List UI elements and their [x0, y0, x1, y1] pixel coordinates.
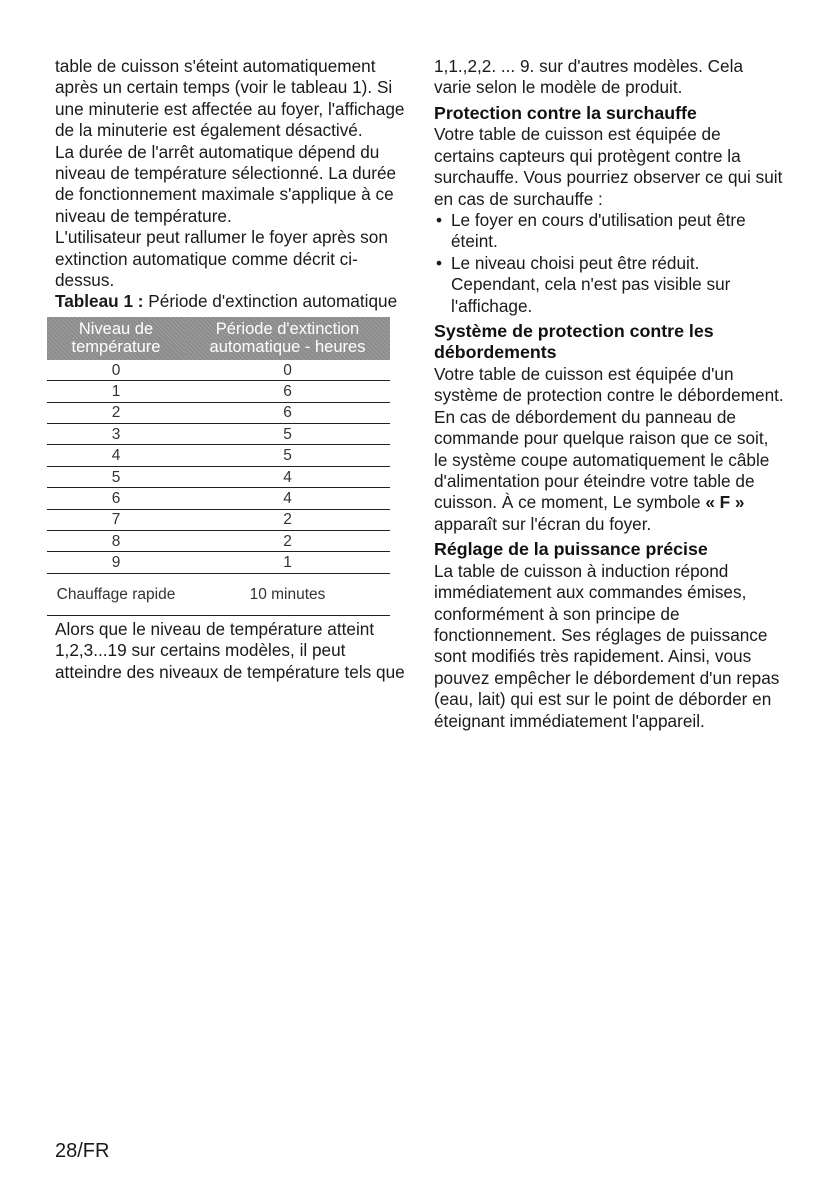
- table-row: [47, 573, 390, 615]
- cell-period: 4: [185, 488, 390, 509]
- table-row: [47, 402, 390, 423]
- header-period: Période d'extinction automatique - heures: [185, 317, 390, 360]
- table-row: [47, 381, 390, 402]
- table-caption-label: Tableau 1 :: [55, 291, 144, 312]
- table-row: [47, 445, 390, 466]
- table-caption-text: Période d'extinction automatique: [143, 291, 398, 312]
- table-caption: [55, 291, 405, 312]
- table-header-row: [47, 317, 390, 360]
- cell-period: 6: [185, 381, 390, 402]
- cell-period: 0: [185, 360, 390, 381]
- paragraph-overheat: Votre table de cuisson est équipée de certains capteurs qui protègent contre la surchauffe. Vous pourriez observer ce qui suit en cas de surchauffe :: [434, 124, 783, 209]
- cell-level: 0: [47, 360, 185, 381]
- cell-level: 2: [47, 402, 185, 423]
- cell-period: 1: [185, 552, 390, 573]
- cell-period: 6: [185, 402, 390, 423]
- cell-level: 1: [47, 381, 185, 402]
- heading-overheat: Protection contre la surchauffe: [434, 102, 697, 123]
- f-symbol: « F »: [705, 492, 745, 513]
- cell-period: 4: [185, 466, 390, 487]
- auto-off-table: [47, 317, 390, 616]
- heading-overflow: Système de protection contre les débordements: [434, 320, 714, 363]
- cell-level: 6: [47, 488, 185, 509]
- cell-level: 4: [47, 445, 185, 466]
- cell-period: 10 minutes: [185, 573, 390, 615]
- overflow-text-end: apparaît sur l'écran du foyer.: [434, 513, 652, 534]
- cell-level: 9: [47, 552, 185, 573]
- cell-level: Chauffage rapide: [47, 573, 185, 615]
- heading-power: Réglage de la puissance précise: [434, 539, 708, 560]
- list-item: • Le foyer en cours d'utilisation peut être éteint.: [434, 210, 784, 253]
- cell-level: 8: [47, 531, 185, 552]
- table-row: [47, 509, 390, 530]
- cell-period: 2: [185, 531, 390, 552]
- header-level: Niveau de température: [47, 317, 185, 360]
- paragraph-power: La table de cuisson à induction répond immédiatement aux commandes émises, conformément à son principe de fonctionnement. Ses réglages de puissance sont modifiés très rapidement. Ainsi, vous pouvez empêcher le débordement d'un repas (eau, lait) qui est sur le point de déborder en éteignant immédiatement l'appareil.: [434, 560, 780, 731]
- paragraph-overflow: [434, 364, 784, 535]
- left-column: [55, 56, 405, 683]
- paragraph-models: 1,1.,2,2. ... 9. sur d'autres modèles. Cela varie selon le modèle de produit.: [434, 56, 743, 98]
- table-row: [47, 424, 390, 445]
- page-number: 28/FR: [55, 1140, 110, 1162]
- overflow-text: Votre table de cuisson est équipée d'un système de protection contre le débordement. En cas de débordement du panneau de commande pour quelque raison que ce soit, le système coupe automatiquement le câble d'alimentation pour éteindre votre table de cuisson. À ce moment, Le symbole: [434, 363, 784, 513]
- cell-level: 5: [47, 466, 185, 487]
- right-column: [434, 56, 784, 732]
- paragraph-levels: Alors que le niveau de température atteint 1,2,3...19 sur certains modèles, il peut atteindre des niveaux de température tels que: [55, 618, 405, 682]
- cell-period: 2: [185, 509, 390, 530]
- table-row: [47, 552, 390, 573]
- cell-period: 5: [185, 445, 390, 466]
- cell-level: 7: [47, 509, 185, 530]
- overheat-list: [434, 210, 784, 317]
- list-item: • Le niveau choisi peut être réduit. Cependant, cela n'est pas visible sur l'affichage.: [434, 253, 784, 317]
- paragraph-auto-off: table de cuisson s'éteint automatiquement après un certain temps (voir le tableau 1). Si une minuterie est affectée au foyer, l'affichage de la minuterie est également désactivé.: [55, 56, 405, 141]
- table-row: [47, 360, 390, 381]
- table-row: [47, 466, 390, 487]
- table-row: [47, 488, 390, 509]
- table-row: [47, 531, 390, 552]
- cell-level: 3: [47, 424, 185, 445]
- cell-period: 5: [185, 424, 390, 445]
- paragraph-duration: La durée de l'arrêt automatique dépend du niveau de température sélectionné. La durée de fonctionnement maximale s'applique à ce niveau de température.: [55, 141, 397, 226]
- paragraph-restart: L'utilisateur peut rallumer le foyer après son extinction automatique comme décrit ci-dessus.: [55, 227, 388, 291]
